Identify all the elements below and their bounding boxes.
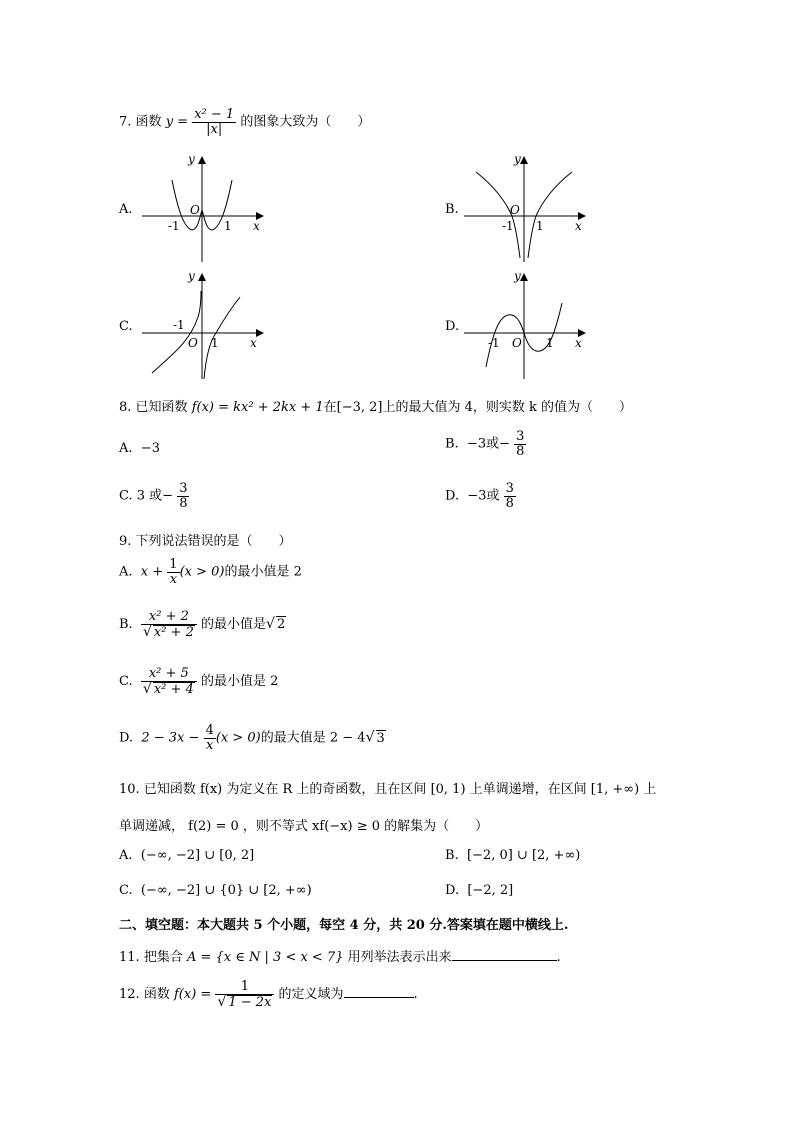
- q8-text-post: 上的最大值为 4，则实数 k 的值为（ ）: [382, 400, 633, 415]
- frac-den: 8: [179, 495, 188, 511]
- sqrt-value: 3: [376, 730, 385, 746]
- q7-option-c-label: C.: [119, 319, 133, 334]
- q8-interval: [−3, 2]: [336, 400, 383, 415]
- curve-right: [204, 297, 240, 379]
- q8-text-mid: 在: [323, 400, 337, 415]
- fraction: [141, 667, 197, 696]
- y-axis-arrow: [520, 156, 528, 164]
- q12-stem: [119, 980, 418, 1009]
- q9-stem: [119, 530, 292, 549]
- curve-left: [152, 291, 201, 373]
- q8-option-b: [445, 430, 526, 458]
- frac-den: √ x² + 4: [142, 680, 194, 697]
- x-label: x: [250, 336, 257, 350]
- q7-option-b-label: B.: [445, 202, 459, 217]
- option-label: D.: [445, 883, 460, 898]
- option-label: A.: [119, 564, 133, 580]
- q12-fraction: [215, 980, 274, 1009]
- y-axis-arrow: [520, 273, 528, 281]
- q7-func-lhs: y =: [165, 114, 189, 130]
- frac-den: 8: [516, 443, 525, 459]
- q8-func: f(x) = kx² + 2kx + 1: [191, 400, 324, 415]
- option-value: −3: [140, 441, 160, 456]
- q10-option-b: [445, 848, 580, 863]
- q9-option-c: [119, 667, 278, 696]
- q11-set: A = {x ∈ N | 3 < x < 7}: [186, 950, 344, 965]
- option-value: (−∞, −2] ∪ [0, 2]: [140, 848, 255, 863]
- q10-option-d: [445, 883, 513, 898]
- sqrt-value: 2: [276, 617, 286, 633]
- option-label: D.: [445, 488, 460, 504]
- tick-1: 1: [546, 336, 554, 350]
- sqrt-body: x² + 2: [153, 624, 194, 640]
- q11-answer-blank[interactable]: [452, 948, 557, 961]
- origin-label: O: [190, 203, 200, 217]
- frac-num: 1: [169, 557, 178, 572]
- q12-text-post: 的定义域为: [278, 987, 344, 1003]
- origin-label: O: [510, 203, 520, 217]
- frac-num: 3: [516, 429, 525, 444]
- q7-text-pre: 函数: [135, 114, 162, 130]
- q9-option-a: [119, 558, 302, 586]
- q10-option-c: [119, 883, 312, 898]
- q9-option-d: D. 2 − 3x − $\frac{4}{x}$ (x > 0)的最大值是 2 − 4√ 3: [119, 723, 385, 753]
- option-value: −3或−: [466, 436, 511, 452]
- q12-end: .: [413, 987, 418, 1003]
- frac-num: x² + 5: [141, 667, 197, 682]
- frac-den: √ 1 − 2x: [217, 993, 272, 1010]
- option-label: C.: [119, 488, 133, 504]
- option-text: 的最小值是 2: [224, 564, 302, 580]
- q7-stem: [119, 108, 370, 136]
- x-label: x: [253, 219, 260, 233]
- y-label: y: [188, 152, 195, 166]
- x-label: x: [575, 219, 582, 233]
- q8-number: 8.: [119, 400, 132, 415]
- option-label: B.: [119, 617, 133, 633]
- option-label: B.: [445, 848, 459, 863]
- q8-option-a: [119, 441, 160, 456]
- fraction: [204, 724, 216, 752]
- y-axis-arrow: [198, 273, 206, 281]
- tick-1: 1: [224, 219, 232, 233]
- option-label: A.: [119, 848, 133, 863]
- option-label: A.: [119, 441, 133, 456]
- curve-right: [528, 172, 572, 258]
- q7-func-den: |x|: [206, 121, 223, 137]
- option-label: B.: [445, 436, 459, 452]
- q11-end: .: [556, 950, 561, 965]
- q10-option-a: [119, 848, 254, 863]
- sqrt-body: 1 − 2x: [228, 994, 272, 1010]
- q7-option-a-label: A.: [119, 202, 133, 217]
- frac-num: 3: [179, 481, 188, 496]
- q7-graph-a: [140, 150, 270, 265]
- frac-den: 8: [505, 495, 514, 511]
- frac-den: √ x² + 2: [142, 623, 194, 640]
- q7-graph-d: [462, 267, 592, 382]
- q8-text-pre: 已知函数: [135, 400, 188, 415]
- y-label: y: [188, 269, 195, 283]
- q12-text-pre: 函数: [143, 987, 170, 1003]
- q11-text-pre: 把集合: [143, 950, 183, 965]
- q7-option-d-label: D.: [445, 319, 460, 334]
- q9-number: 9.: [119, 534, 132, 549]
- option-value: 3 或−: [136, 488, 174, 504]
- q7-text-post: 的图象大致为（ ）: [240, 114, 371, 130]
- option-label: C.: [119, 674, 133, 690]
- q10-line2: 单调递减， f(2) = 0 ，则不等式 xf(−x) ≥ 0 的解集为（ ）: [119, 819, 489, 834]
- q7-graph-c: [140, 267, 270, 382]
- q8-option-c: [119, 482, 189, 510]
- option-value: [−2, 2]: [467, 883, 514, 898]
- option-label: D.: [119, 730, 134, 746]
- option-value: [−2, 0] ∪ [2, +∞): [466, 848, 581, 863]
- origin-label: O: [188, 336, 198, 350]
- q7-func-num: x² − 1: [194, 107, 235, 122]
- y-axis-arrow: [198, 156, 206, 164]
- tick-neg1: -1: [488, 336, 500, 350]
- q10-line1: [119, 778, 656, 797]
- fraction: [141, 610, 197, 639]
- condition: (x > 0): [179, 564, 225, 580]
- x-label: x: [575, 336, 582, 350]
- option-text: 的最小值是: [201, 617, 267, 633]
- q11-stem: [119, 946, 561, 965]
- tick-neg1: -1: [173, 318, 185, 332]
- option-label: C.: [119, 883, 133, 898]
- frac-den: x: [169, 571, 178, 587]
- q8-option-d: [445, 482, 516, 510]
- option-value: (−∞, −2] ∪ {0} ∪ [2, +∞): [140, 883, 312, 898]
- q10-text-line1: 已知函数 f(x) 为定义在 R 上的奇函数，且在区间 [0, 1) 上单调递增，在区间 [1, +∞) 上: [143, 782, 657, 797]
- fraction: [177, 482, 189, 510]
- option-value: −3或: [467, 488, 500, 504]
- option-text: 的最大值是 2 − 4: [260, 730, 366, 746]
- fraction: [504, 482, 516, 510]
- frac-num: 4: [205, 723, 214, 738]
- y-label: y: [514, 152, 521, 166]
- q7-number: 7.: [119, 114, 132, 130]
- expr: x +: [140, 564, 164, 580]
- expr: 2 − 3x −: [141, 730, 200, 746]
- q9-text: 下列说法错误的是（ ）: [135, 534, 292, 549]
- origin-label: O: [512, 336, 522, 350]
- tick-1: 1: [536, 219, 544, 233]
- q12-number: 12.: [119, 987, 140, 1003]
- frac-den: x: [206, 737, 214, 753]
- q7-fraction: [192, 108, 236, 136]
- frac-num: 1: [215, 980, 274, 995]
- q10-number: 10.: [119, 782, 140, 797]
- fraction: [167, 558, 179, 586]
- y-label: y: [514, 269, 521, 283]
- sqrt-body: x² + 4: [153, 681, 194, 697]
- fraction: [514, 430, 526, 458]
- q11-text-post: 用列举法表示出来: [347, 950, 452, 965]
- q8-stem: [119, 396, 632, 415]
- q12-answer-blank[interactable]: [344, 985, 414, 998]
- tick-1: 1: [211, 336, 219, 350]
- section-heading: 二、填空题：本大题共 5 个小题，每空 4 分，共 20 分.答案填在题中横线上.: [119, 918, 569, 933]
- frac-num: 3: [505, 481, 514, 496]
- frac-num: x² + 2: [141, 610, 197, 625]
- q7-graph-b: [462, 150, 592, 265]
- q12-func-lhs: f(x) =: [173, 987, 212, 1003]
- x-axis-arrow: [256, 329, 264, 337]
- tick-neg1: -1: [168, 219, 180, 233]
- tick-neg1: -1: [502, 219, 514, 233]
- condition: (x > 0): [215, 730, 261, 746]
- q11-number: 11.: [119, 950, 140, 965]
- option-text: 的最小值是 2: [200, 674, 279, 690]
- q9-option-b: B. $\frac{\text{x² + 2}}{\text{√ x² + 2}}$ 的最小值是√ 2: [119, 609, 286, 640]
